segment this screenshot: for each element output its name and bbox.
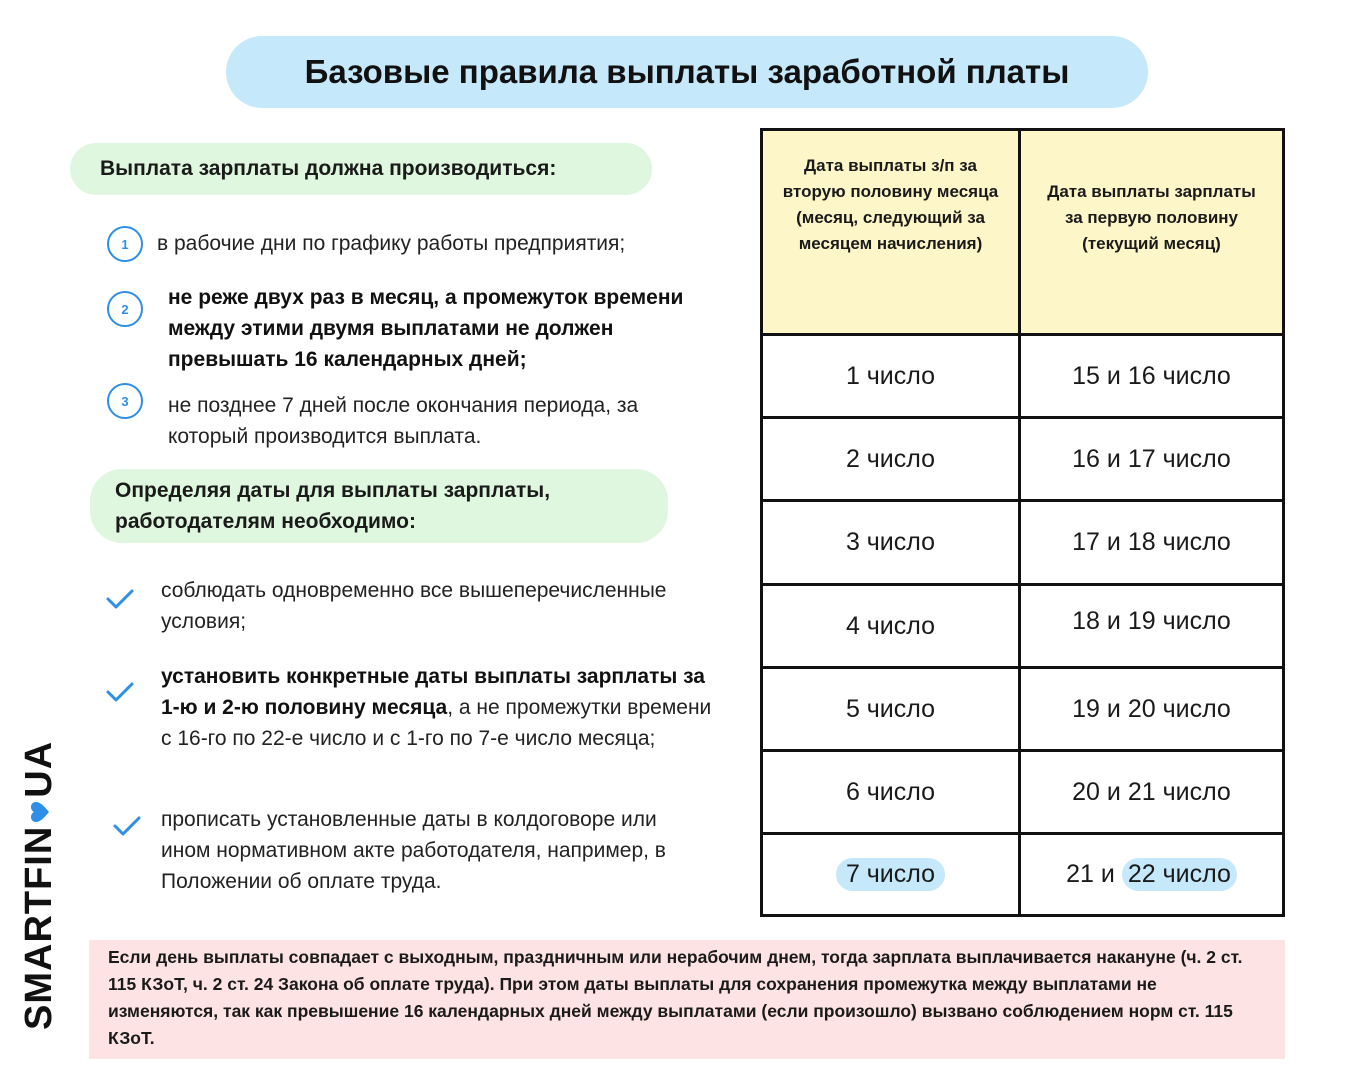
header-second-half: Дата выплаты з/п за вторую половину месяца (месяц, следующий за месяцем начисления) xyxy=(782,156,999,253)
date-prefix: 21 и xyxy=(1066,860,1115,888)
payment-dates-table xyxy=(760,128,1285,917)
rule-text-2: не реже двух раз в месяц, а промежуток времени между этими двумя выплатами не должен превышать 16 календарных дней; xyxy=(168,286,684,371)
highlighted-date: 22 число xyxy=(1122,858,1237,891)
table-cell-first-5: 19 и 20 число xyxy=(1072,694,1231,723)
rule-text-1: в рабочие дни по графику работы предприятия; xyxy=(157,232,626,255)
table-cell-second-3: 3 число xyxy=(845,528,936,556)
header-first-half: Дата выплаты зарплаты за первую половину (текущий месяц) xyxy=(1047,182,1256,253)
section-heading-employer-duties: Определяя даты для выплаты зарплаты, работодателям необходимо: xyxy=(90,469,668,543)
table-cell-first-1: 15 и 16 число xyxy=(1072,361,1231,390)
logo-text-right: UA xyxy=(18,740,60,798)
table-cell-second-7 xyxy=(763,835,1018,914)
requirement-text-1: соблюдать одновременно все вышеперечисленные условия; xyxy=(161,579,667,633)
checkmark-icon xyxy=(112,814,142,838)
table-cell-first-2: 16 и 17 число xyxy=(1072,444,1231,473)
page-title: Базовые правила выплаты заработной платы xyxy=(226,36,1148,108)
table-cell-first-4: 18 и 19 число xyxy=(1072,606,1231,635)
table-cell-second-5: 5 число xyxy=(845,694,936,723)
rule-text-3: не позднее 7 дней после окончания периода, за который производится выплата. xyxy=(168,394,639,448)
requirement-text-2-rest: , а не промежутки времени с 16-го по 22-е число и с 1-го по 7-е число месяца; xyxy=(161,696,712,750)
logo-text-left: SMARTFIN xyxy=(18,825,60,1030)
table-cell-first-6: 20 и 21 число xyxy=(1072,777,1231,806)
table-cell-second-4: 4 число xyxy=(845,611,936,640)
requirement-text-3: прописать установленные даты в колдоговоре или ином нормативном акте работодателя, например, в Положении об оплате труда. xyxy=(161,808,666,893)
checkmark-icon xyxy=(105,587,135,611)
table-cell-first-3: 17 и 18 число xyxy=(1072,528,1231,556)
table-cell-first-7 xyxy=(1021,835,1282,914)
rule-number-1: 1 xyxy=(107,226,143,262)
section-heading-payment-rules: Выплата зарплаты должна производиться: xyxy=(70,143,652,195)
holiday-note: Если день выплаты совпадает с выходным, праздничным или нерабочим днем, тогда зарплата выплачивается накануне (ч. 2 ст. 115 КЗоТ, ч. 2 ст. 24 Закона об оплате труда). При этом даты выплаты для сохранения промежутка между выплатами не изменяются, так как превышение 16 календарных дней между выплатами (если произошло) вызвано соблюдением норм ст. 115 КЗоТ. xyxy=(89,940,1285,1059)
table-cell-second-6: 6 число xyxy=(845,777,936,806)
rule-number-3: 3 xyxy=(107,383,143,419)
highlighted-date: 7 число xyxy=(836,858,945,891)
requirement-text-2 xyxy=(161,661,721,754)
checkmark-icon xyxy=(105,680,135,704)
requirement-text-2-bold: установить конкретные даты выплаты зарплаты за 1-ю и 2-ю половину месяца xyxy=(161,665,705,719)
brand-logo xyxy=(18,741,61,1030)
table-cell-second-2: 2 число xyxy=(845,444,936,473)
heart-icon xyxy=(30,801,50,823)
rule-number-2: 2 xyxy=(107,291,143,327)
table-cell-second-1: 1 число xyxy=(845,361,936,390)
